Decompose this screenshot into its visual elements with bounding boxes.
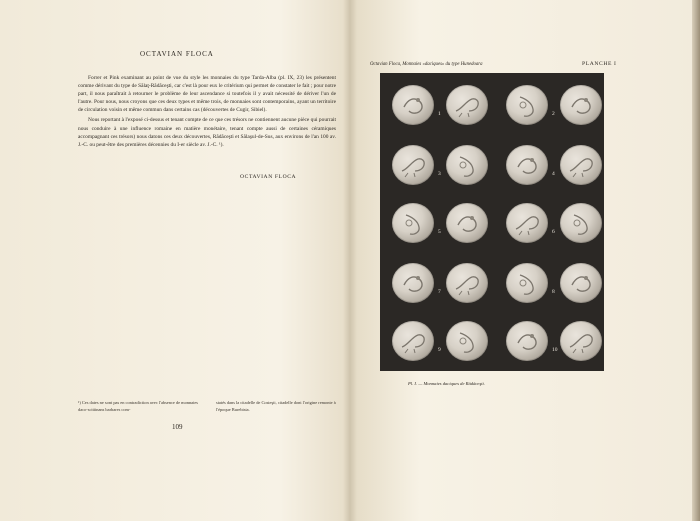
coin-image	[392, 85, 434, 125]
coin-relief	[392, 145, 434, 185]
coin-image	[560, 263, 602, 303]
coin-number-label: 6	[552, 229, 555, 235]
plate-caption: Pl. I. — Monnaies daciques de Rădăceşti.	[408, 381, 485, 386]
coin-relief	[560, 203, 602, 243]
footnotes	[78, 400, 343, 414]
coin-relief	[506, 321, 548, 361]
coin-image	[392, 263, 434, 303]
coin-relief	[392, 321, 434, 361]
coin-relief	[446, 263, 488, 303]
coin-relief	[506, 85, 548, 125]
coin-relief	[560, 263, 602, 303]
coin-relief	[560, 145, 602, 185]
coin-relief	[392, 85, 434, 125]
coin-image	[446, 263, 488, 303]
page-number: 109	[172, 423, 183, 431]
coin-number-label: 3	[438, 171, 441, 177]
coin-relief	[446, 145, 488, 185]
coin-relief	[560, 321, 602, 361]
author-signature: OCTAVIAN FLOCA	[240, 174, 297, 180]
coin-image	[560, 321, 602, 361]
article-body	[78, 74, 336, 151]
coin-number-label: 9	[438, 347, 441, 353]
coin-image	[392, 321, 434, 361]
coin-relief	[506, 145, 548, 185]
plate-label: PLANCHE I	[582, 61, 617, 67]
coin-image	[506, 321, 548, 361]
page-edge	[692, 0, 700, 521]
coin-image	[392, 203, 434, 243]
coin-image	[506, 263, 548, 303]
coin-relief	[506, 203, 548, 243]
coin-number-label: 4	[552, 171, 555, 177]
coin-relief	[446, 203, 488, 243]
coin-number-label: 5	[438, 229, 441, 235]
coin-plate-photo	[380, 73, 604, 371]
footnote-col-2: statés dans la citadelle de Costeşti, citadelle dont l'origine remonte à l'époque Burebista.	[216, 400, 336, 412]
coin-image	[446, 203, 488, 243]
coin-relief	[446, 321, 488, 361]
coin-number-label: 10	[552, 347, 558, 353]
coin-relief	[392, 263, 434, 303]
left-page	[0, 0, 345, 521]
coin-relief	[392, 203, 434, 243]
right-running-head: Octavian Floca, Monnaies «daciques» du type Hunedoara	[370, 62, 483, 67]
footnote-col-1: ¹) Ces dates ne sont pas en contradiction avec l'absence de monnaies daco-scitiinans barbares com-	[78, 400, 199, 412]
right-page	[352, 0, 692, 521]
coin-image	[506, 145, 548, 185]
coin-image	[392, 145, 434, 185]
coin-image	[560, 85, 602, 125]
coin-number-label: 2	[552, 111, 555, 117]
coin-image	[446, 145, 488, 185]
coin-relief	[446, 85, 488, 125]
coin-image	[506, 203, 548, 243]
paragraph-1: Forrer et Pink examinant au point de vue du style les monnaies du type Tarda-Alba (pl. IX, 23) les présentent comme dérivant du type de Sălaţ-Rădăceşti, car c'est là pour eux le critérium qui permet de constater le fait ; pour notre part, il nous paraîtrait à retourner le problème de leur ascendance si toutefois il y avait nécessité de dériver l'un de l'autre. Pour nous, nous croyons que ces deux types et même trois, de monnaies sont contemporains, ayant un territoire de circulation voisin et même commun dans certains cas (découvertes de Cugir, Sibiel).	[78, 75, 336, 114]
coin-number-label: 1	[438, 111, 441, 117]
coin-image	[560, 203, 602, 243]
coin-number-label: 8	[552, 289, 555, 295]
coin-relief	[560, 85, 602, 125]
coin-image	[560, 145, 602, 185]
left-running-head: OCTAVIAN FLOCA	[140, 50, 214, 58]
coin-image	[446, 85, 488, 125]
coin-image	[506, 85, 548, 125]
coin-image	[446, 321, 488, 361]
coin-number-label: 7	[438, 289, 441, 295]
coin-relief	[506, 263, 548, 303]
paragraph-2: Nous reportant à l'exposé ci-dessus et tenant compte de ce que ces trésors ne contiennent aucune pièce qui pourrait nous conduire à une influence romaine en matière monétaire, tenant compte aussi de certaines céramiques accompagnant ces trésors) nous datons ces deux découvertes, Rădăceşti et Sălaşul-de-Sus, aux environs de l'an 100 av. J.-C. ou peut-être des premières décennies du I-er siècle av. J.-C. ¹).	[78, 117, 336, 148]
